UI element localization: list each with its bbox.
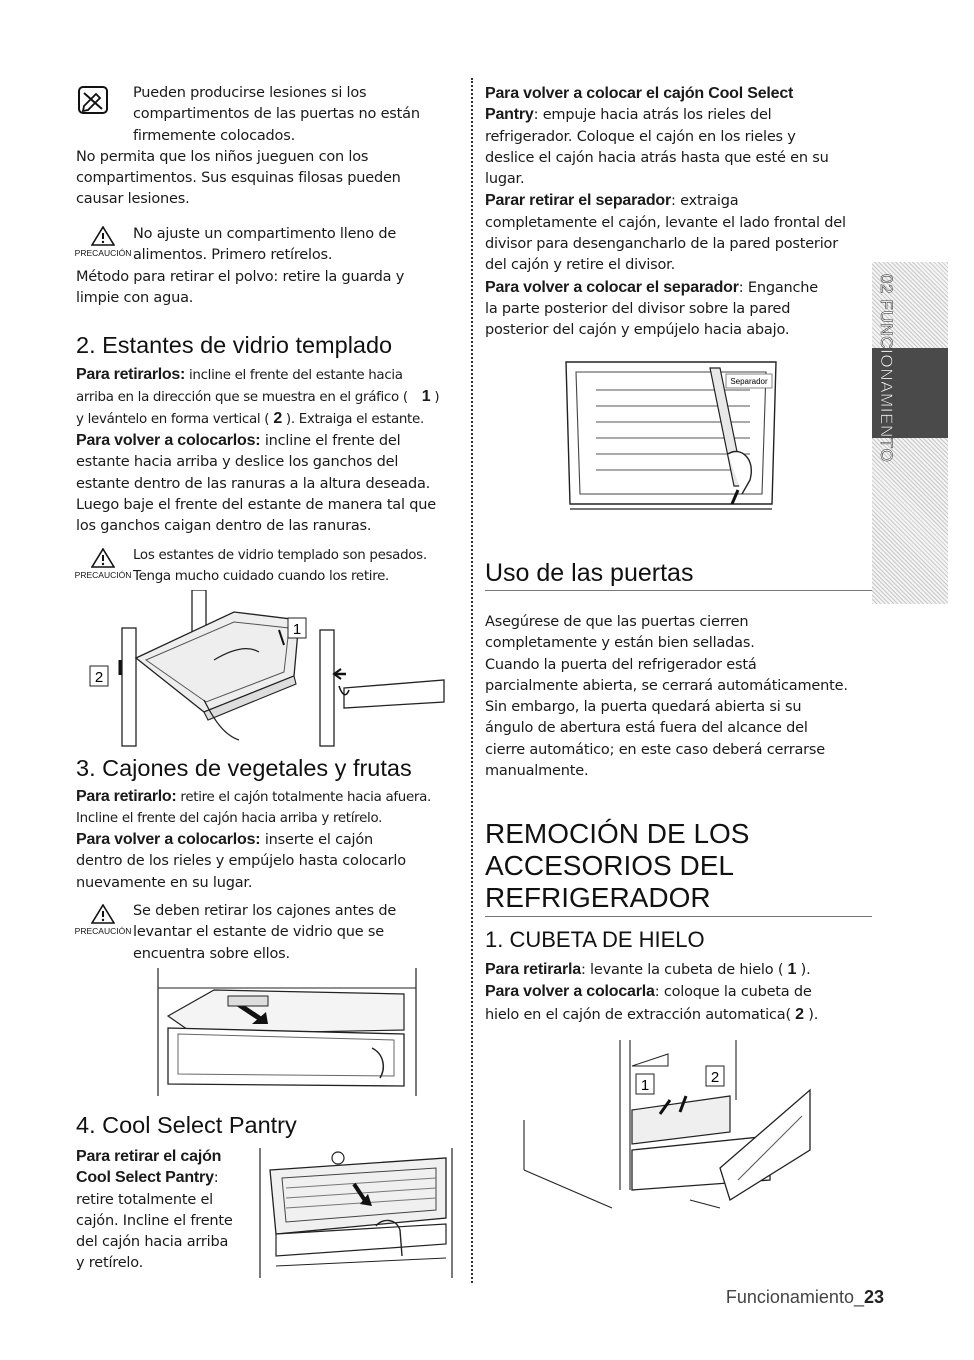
side-tab-label: 02 FUNCIONAMIENTO	[877, 274, 896, 463]
warning-line: firmemente colocados.	[133, 127, 295, 144]
replace-label: Para volver a colocarlos:	[76, 432, 261, 449]
ice-bucket-title: 1. CUBETA DE HIELO	[485, 927, 705, 952]
side-tab	[872, 262, 948, 604]
section-3-title: 3. Cajones de vegetales y frutas	[76, 755, 412, 781]
replace-label: Para volver a colocar el cajón Cool Select	[485, 85, 794, 102]
replace-label: Para volver a colocarla	[485, 983, 655, 1001]
separator-remove-label: Parar retirar el separador	[485, 192, 672, 210]
caution-text-3: Se deben retirar los cajones antes de levantar el estante de vidrio que se encuentra sobre ellos.	[133, 903, 397, 962]
ice-bucket-illustration	[520, 1040, 820, 1212]
page-number: 23	[863, 1287, 884, 1307]
section-4-title: 4. Cool Select Pantry	[76, 1112, 297, 1138]
glass-shelf-illustration	[84, 590, 456, 750]
remove-label: Para retirar el cajón	[76, 1148, 222, 1165]
ice-bucket-text: Para retirarla: levante la cubeta de hielo ( 1 ). Para volver a colocarla: coloque la cubeta de hielo en el cajón de extracción automatica( 2 ).	[485, 961, 819, 1023]
caution-icon	[74, 548, 132, 580]
caution-text-2: Los estantes de vidrio templado son pesados. Tenga mucho cuidado cuando los retire.	[133, 548, 427, 584]
separator-replace-label: Para volver a colocar el separador	[485, 278, 739, 296]
doors-rule	[485, 590, 872, 591]
warning-line: No permita que los niños jueguen con los	[76, 148, 369, 165]
section-2-title: 2. Estantes de vidrio templado	[76, 332, 393, 358]
caution-line: alimentos. Primero retírelos.	[133, 247, 333, 264]
vegetable-drawer-illustration	[154, 968, 426, 1098]
column-divider	[471, 78, 473, 1283]
figure-label-1: 1	[292, 621, 302, 638]
removal-title: REMOCIÓN DE LOS ACCESORIOS DEL REFRIGERADOR	[485, 818, 750, 913]
caution-label: PRECAUCIÓN	[74, 926, 132, 936]
separator-illustration	[560, 354, 782, 514]
pantry-replace-text: Para volver a colocar el cajón Cool Select Pantry: empuje hacia atrás los rieles del refrigerador. Coloque el cajón en los rieles y deslice el cajón hacia atrás hasta que esté en su lugar. Parar retirar el separador: extraiga completamente el cajón, levante el lado frontal del divisor para desengancharlo de la pared posterior del cajón y retire el divisor. Para volver a colocar el separador: Enganche la parte posterior del divisor sobre la pared posterior del cajón y empújelo hacia abajo.	[485, 83, 870, 342]
replace-label: Para volver a colocarlos:	[76, 831, 261, 848]
removal-rule	[485, 916, 872, 917]
warning-line: compartimentos. Sus esquinas filosas pueden	[76, 170, 401, 187]
section-3-text: Para retirarlo: retire el cajón totalmente hacia afuera. Incline el frente del cajón hacia arriba y retírelo. Para volver a colocarlos: inserte el cajón dentro de los rieles y empújelo hasta colocarlo nuevamente en su lugar.	[76, 788, 431, 891]
caution-icon	[74, 904, 132, 936]
figure-label-2: 2	[94, 669, 104, 686]
remove-label: Para retirarla	[485, 961, 581, 978]
warning-block	[76, 83, 466, 211]
caution-label: PRECAUCIÓN	[74, 570, 132, 580]
caution-line: Método para retirar el polvo: retire la guarda y	[76, 268, 405, 285]
figure-label-1: 1	[640, 1077, 650, 1094]
caution-text-1	[76, 224, 466, 309]
doors-text: Asegúrese de que las puertas cierren completamente y están bien selladas. Cuando la puerta del refrigerador está parcialmente abierta, se cerrará automáticamente. Sin embargo, la puerta quedará abierta si su ángulo de abertura está fuera del alcance del cierre automático; en este caso deberá cerrarse manualmente.	[485, 614, 848, 780]
separator-label: Separador	[730, 377, 768, 386]
doors-title: Uso de las puertas	[485, 559, 694, 587]
section-2-text: Para retirarlos: incline el frente del estante hacia arriba en la dirección que se muestra en el gráfico ( 1 ) y levántelo en forma vertical ( 2 ). Extraiga el estante. Para volver a colocarlos: incline el frente del estante hacia arriba y deslice los ganchos del estante dentro de las ranuras a la altura deseada. Luego baje el frente del estante de manera tal que los ganchos caigan dentro de las ranuras.	[76, 366, 440, 535]
warning-line: compartimentos de las puertas no están	[133, 106, 420, 123]
caution-label: PRECAUCIÓN	[74, 248, 132, 258]
remove-label: Para retirarlos:	[76, 366, 186, 383]
figure-label-2: 2	[710, 1069, 720, 1086]
warning-line: Pueden producirse lesiones si los	[133, 85, 367, 101]
warning-line: causar lesiones.	[76, 191, 190, 208]
page-footer	[726, 1287, 884, 1308]
caution-line: No ajuste un compartimento lleno de	[133, 226, 397, 242]
section-4-text: Para retirar el cajón Cool Select Pantry: retire totalmente el cajón. Incline el frente del cajón hacia arriba y retírelo.	[76, 1146, 256, 1275]
remove-label: Para retirarlo:	[76, 788, 177, 805]
footer-text: Funcionamiento_	[725, 1287, 864, 1307]
pantry-drawer-illustration	[256, 1148, 456, 1280]
caution-line: limpie con agua.	[76, 289, 194, 306]
